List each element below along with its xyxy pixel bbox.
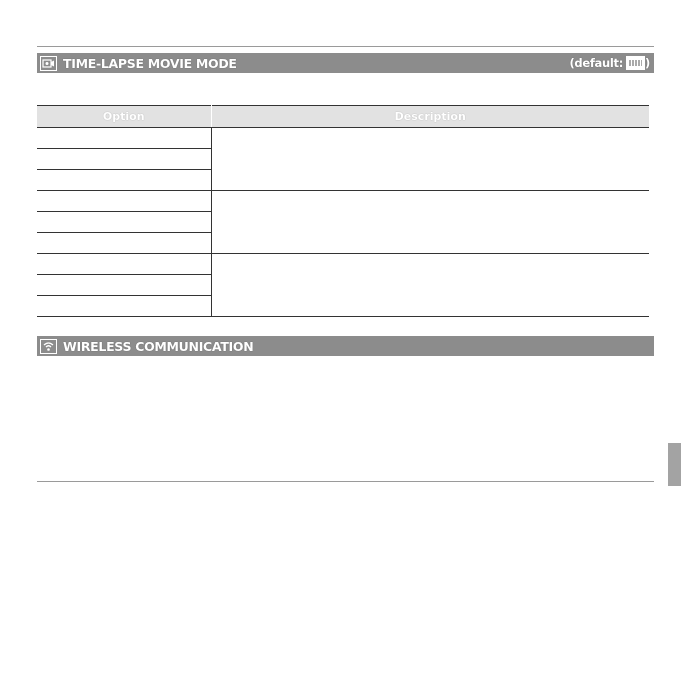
table-row xyxy=(37,128,649,149)
time-lapse-movie-icon xyxy=(40,56,57,71)
column-header-description: Description xyxy=(211,106,649,128)
column-header-option: Option xyxy=(37,106,211,128)
option-cell xyxy=(37,233,211,254)
bottom-rule xyxy=(37,481,654,482)
option-cell xyxy=(37,128,211,149)
default-value-icon xyxy=(626,56,645,70)
default-label: (default: xyxy=(569,56,624,70)
default-setting xyxy=(569,56,650,70)
description-cell xyxy=(211,128,649,191)
wireless-communication-icon xyxy=(40,339,57,354)
description-cell xyxy=(211,191,649,254)
section-title: TIME-LAPSE MOVIE MODE xyxy=(63,55,237,71)
default-close: ) xyxy=(645,56,650,70)
description-cell xyxy=(211,254,649,317)
section-header-wireless xyxy=(37,336,654,356)
top-rule xyxy=(37,46,654,47)
chapter-tab xyxy=(668,443,681,486)
section-title: WIRELESS COMMUNICATION xyxy=(63,338,254,354)
option-cell xyxy=(37,149,211,170)
section-header-time-lapse xyxy=(37,53,654,73)
table-row xyxy=(37,191,649,212)
option-cell xyxy=(37,170,211,191)
option-cell xyxy=(37,254,211,275)
options-table xyxy=(37,105,649,317)
option-cell xyxy=(37,212,211,233)
option-cell xyxy=(37,296,211,317)
table-header-row xyxy=(37,106,649,128)
table-row xyxy=(37,254,649,275)
option-cell xyxy=(37,191,211,212)
option-cell xyxy=(37,275,211,296)
